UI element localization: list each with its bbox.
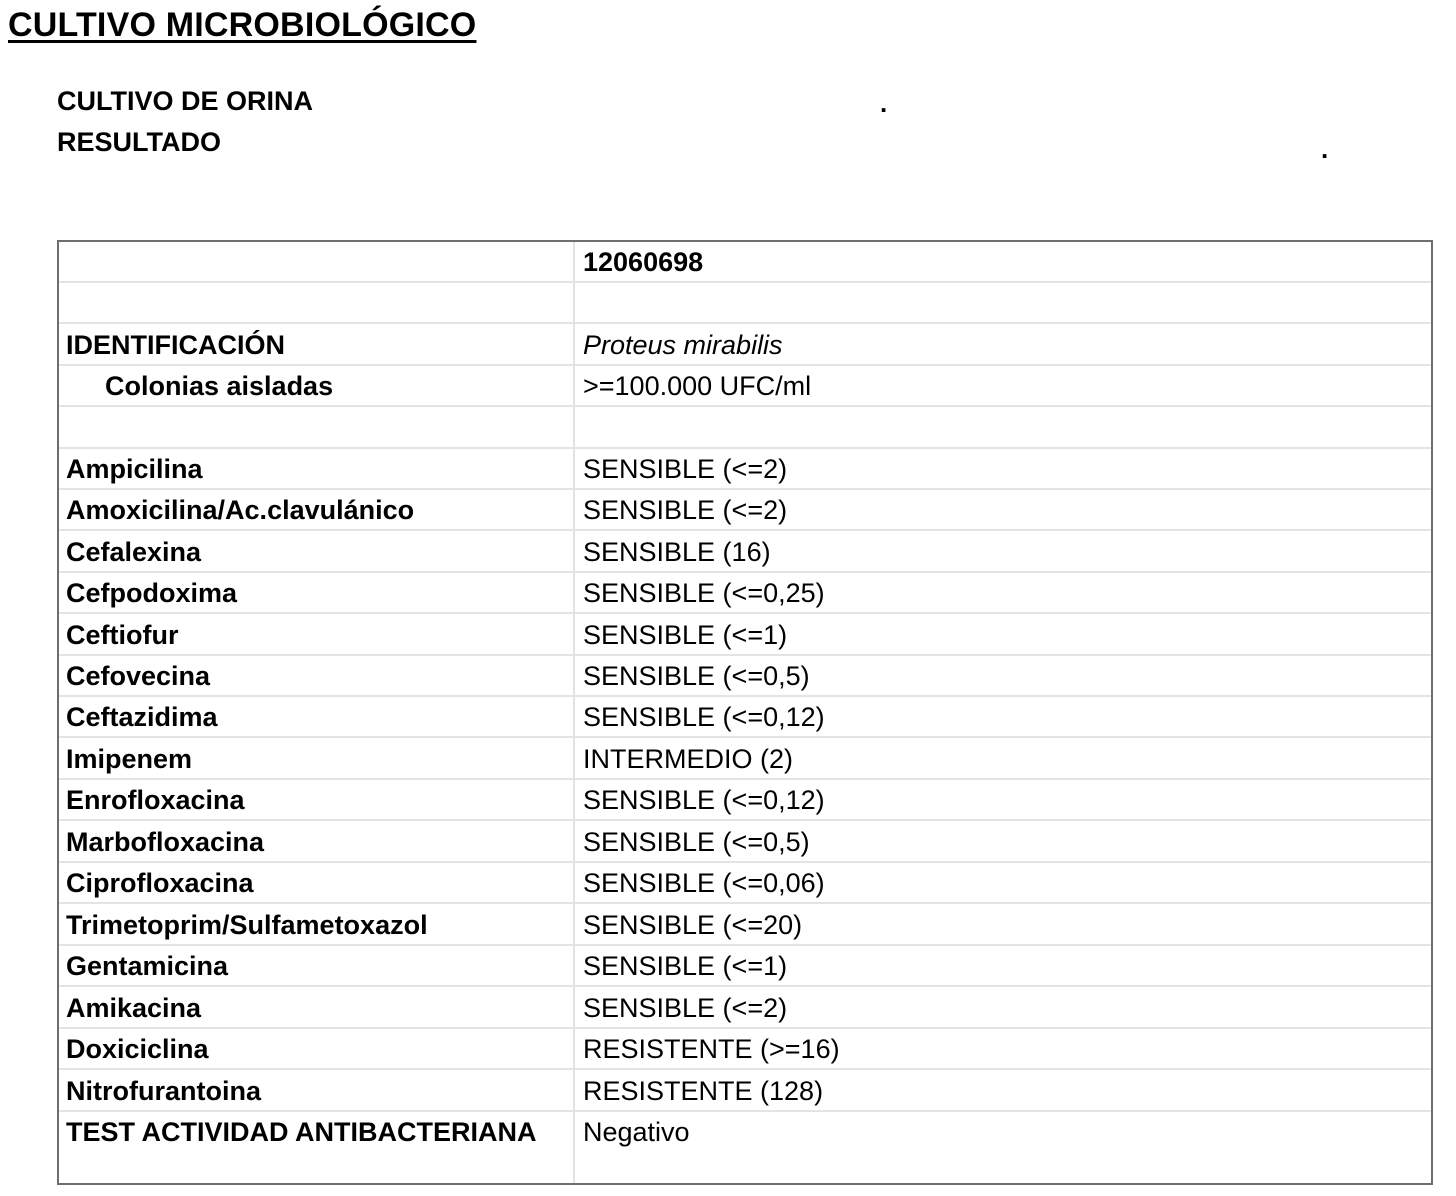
antibiotic-result: INTERMEDIO (2) bbox=[583, 744, 794, 774]
table-row bbox=[59, 863, 1431, 904]
antibiotic-result: SENSIBLE (<=0,25) bbox=[583, 578, 825, 608]
table-row-sample-id bbox=[59, 242, 1431, 283]
antibiotic-result: SENSIBLE (<=20) bbox=[583, 910, 803, 940]
sample-type-label: CULTIVO DE ORINA bbox=[57, 86, 313, 116]
antibiotic-name: Trimetoprim/Sulfametoxazol bbox=[66, 910, 428, 940]
antibiotic-name: Doxiciclina bbox=[66, 1034, 209, 1064]
antibiotic-name: Cefpodoxima bbox=[66, 578, 238, 608]
antibiotic-result: SENSIBLE (<=0,5) bbox=[583, 661, 810, 691]
antibiotic-name: Ceftiofur bbox=[66, 620, 179, 650]
antibiotic-name: Cefalexina bbox=[66, 537, 202, 567]
table-row bbox=[59, 988, 1431, 1029]
table-row bbox=[59, 1029, 1431, 1070]
table-row bbox=[59, 449, 1431, 490]
colonies-label: Colonias aisladas bbox=[105, 371, 334, 401]
colonies-value: >=100.000 UFC/ml bbox=[583, 371, 812, 401]
antibiotic-name: Marbofloxacina bbox=[66, 827, 265, 857]
table-row bbox=[59, 780, 1431, 821]
organism-name: Proteus mirabilis bbox=[583, 330, 783, 360]
table-row bbox=[59, 532, 1431, 573]
table-row-identification bbox=[59, 325, 1431, 366]
antibiotic-name: Enrofloxacina bbox=[66, 785, 245, 815]
antibiotic-name: Imipenem bbox=[66, 744, 193, 774]
sample-type-dot: . bbox=[880, 88, 888, 118]
antibiotic-result: SENSIBLE (<=1) bbox=[583, 951, 788, 981]
table-row bbox=[59, 490, 1431, 531]
antibiotic-name: Cefovecina bbox=[66, 661, 211, 691]
antibiotic-name: Nitrofurantoina bbox=[66, 1076, 261, 1106]
antibiotic-name: Amikacina bbox=[66, 993, 202, 1023]
antibiotic-name: Gentamicina bbox=[66, 951, 229, 981]
table-row bbox=[59, 946, 1431, 987]
antibiotic-result: SENSIBLE (<=1) bbox=[583, 620, 788, 650]
antibiotic-name: Amoxicilina/Ac.clavulánico bbox=[66, 495, 415, 525]
table-row-antibacterial-test bbox=[59, 1112, 1431, 1182]
antibiotic-name: Ceftazidima bbox=[66, 702, 218, 732]
antibiotic-result: RESISTENTE (>=16) bbox=[583, 1034, 840, 1064]
page-title: CULTIVO MICROBIOLÓGICO bbox=[8, 6, 477, 44]
antibacterial-test-result: Negativo bbox=[583, 1117, 690, 1147]
antibiotic-name: Ciprofloxacina bbox=[66, 868, 254, 898]
table-row bbox=[59, 615, 1431, 656]
antibiotic-result: SENSIBLE (<=0,06) bbox=[583, 868, 825, 898]
table-row bbox=[59, 739, 1431, 780]
table-row bbox=[59, 1071, 1431, 1112]
table-row-empty bbox=[59, 283, 1431, 324]
antibiotic-result: SENSIBLE (<=0,12) bbox=[583, 785, 825, 815]
table-row bbox=[59, 905, 1431, 946]
antibiotic-result: SENSIBLE (16) bbox=[583, 537, 771, 567]
results-table bbox=[57, 240, 1433, 1185]
antibiotic-result: RESISTENTE (128) bbox=[583, 1076, 824, 1106]
antibacterial-test-label: TEST ACTIVIDAD ANTIBACTERIANA bbox=[66, 1117, 537, 1147]
sample-id: 12060698 bbox=[583, 247, 704, 277]
antibiotic-result: SENSIBLE (<=2) bbox=[583, 454, 788, 484]
table-row-colonies bbox=[59, 366, 1431, 407]
result-label: RESULTADO bbox=[57, 127, 221, 157]
table-row bbox=[59, 822, 1431, 863]
table-row-empty bbox=[59, 408, 1431, 449]
antibiotic-name: Ampicilina bbox=[66, 454, 203, 484]
antibiotic-result: SENSIBLE (<=0,5) bbox=[583, 827, 810, 857]
table-row bbox=[59, 573, 1431, 614]
table-row bbox=[59, 697, 1431, 738]
identification-label: IDENTIFICACIÓN bbox=[66, 330, 285, 360]
antibiotic-result: SENSIBLE (<=0,12) bbox=[583, 702, 825, 732]
antibiotic-result: SENSIBLE (<=2) bbox=[583, 993, 788, 1023]
antibiotic-result: SENSIBLE (<=2) bbox=[583, 495, 788, 525]
table-row bbox=[59, 656, 1431, 697]
result-dot: . bbox=[1321, 134, 1329, 164]
